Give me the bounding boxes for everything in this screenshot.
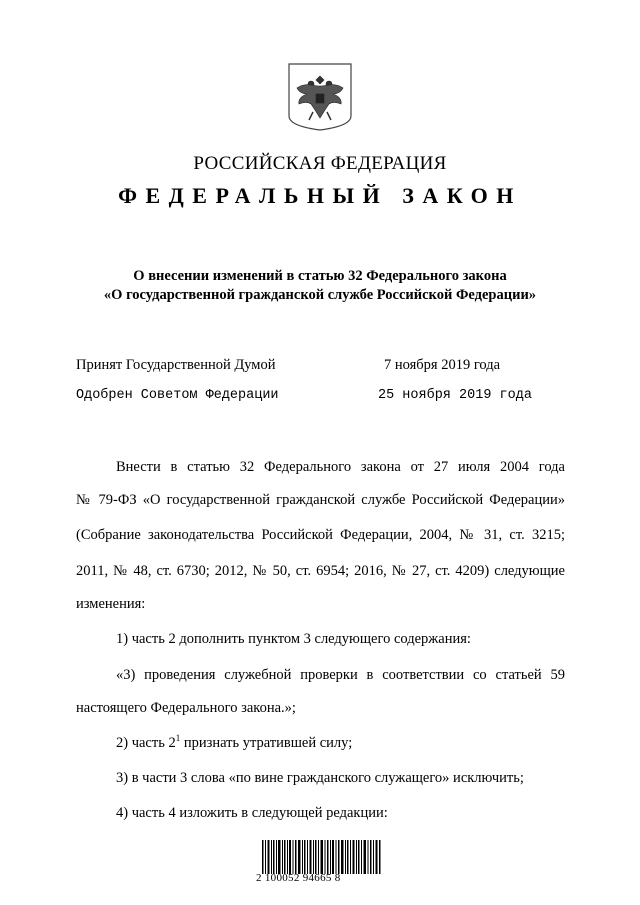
- approved-label: Одобрен Советом Федерации: [76, 388, 279, 403]
- adopted-date: 7 ноября 2019 года: [384, 357, 501, 373]
- intro-line-4: 2011, № 48, ст. 6730; 2012, № 50, ст. 6954; 2016, № 27, ст. 4209) следующие: [76, 563, 565, 579]
- item-1: 1) часть 2 дополнить пунктом 3 следующего содержания:: [116, 631, 471, 647]
- item-1-quote-line-1: «3) проведения служебной проверки в соответствии со статьей 59: [116, 667, 565, 683]
- barcode-number: 2 100052 94665 8: [256, 872, 341, 884]
- item-2-superscript: 1: [175, 733, 181, 743]
- adopted-label: Принят Государственной Думой: [76, 357, 276, 373]
- intro-line-1: Внести в статью 32 Федерального закона от 27 июля 2004 года: [116, 459, 565, 475]
- intro-line-3: (Собрание законодательства Российской Федерации, 2004, № 31, ст. 3215;: [76, 527, 565, 543]
- item-3: 3) в части 3 слова «по вине гражданского служащего» исключить;: [116, 770, 524, 786]
- law-title-line-2: «О государственной гражданской службе Российской Федерации»: [103, 287, 537, 303]
- approved-date: 25 ноября 2019 года: [378, 388, 532, 403]
- country-heading: РОССИЙСКАЯ ФЕДЕРАЦИЯ: [193, 153, 447, 174]
- item-1-quote-line-2: настоящего Федерального закона.»;: [76, 700, 296, 716]
- item-2-text: 2) часть 2: [116, 735, 176, 751]
- item-4: 4) часть 4 изложить в следующей редакции:: [116, 805, 388, 821]
- law-title-line-1: О внесении изменений в статью 32 Федерального закона: [133, 268, 507, 284]
- coat-of-arms-emblem: [287, 62, 353, 132]
- intro-line-2: № 79-ФЗ «О государственной гражданской службе Российской Федерации»: [76, 492, 565, 508]
- barcode: [262, 840, 382, 874]
- item-2-text-end: признать утратившей силу;: [180, 735, 353, 751]
- law-type-heading: ФЕДЕРАЛЬНЫЙ ЗАКОН: [118, 183, 522, 208]
- intro-line-5: изменения:: [76, 596, 146, 612]
- item-2: [116, 735, 352, 752]
